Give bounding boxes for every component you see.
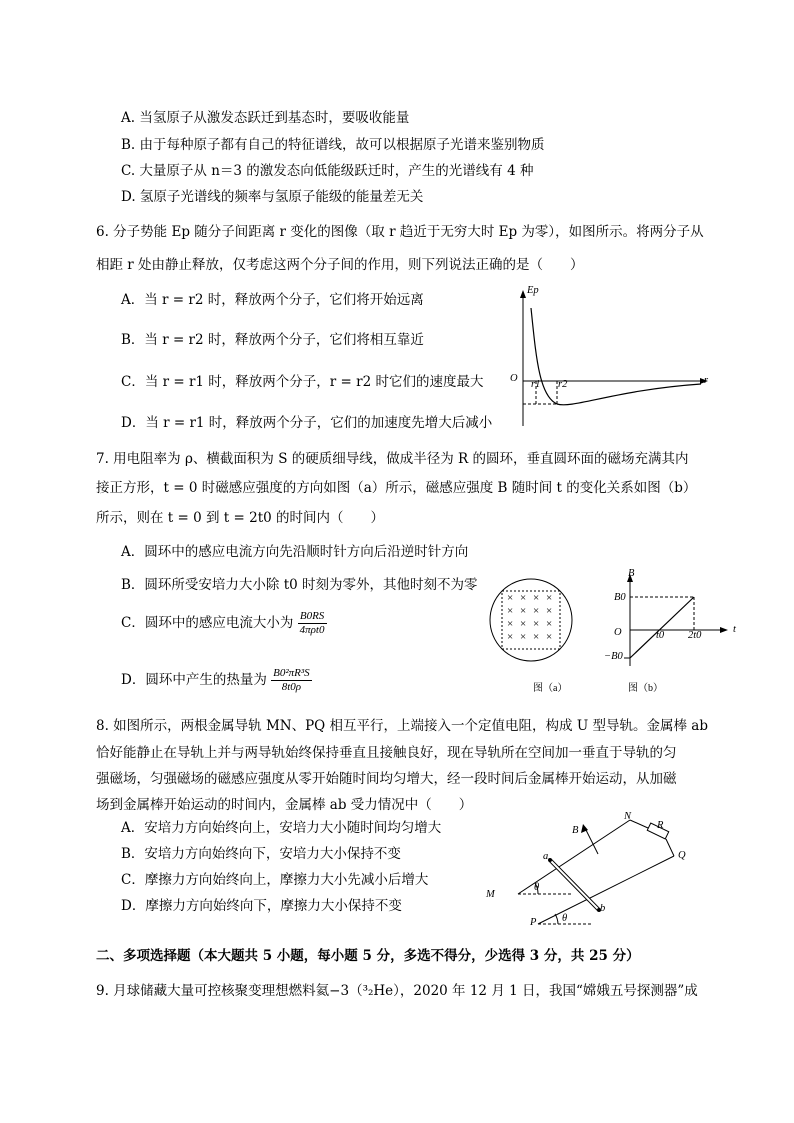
q6-graph-y-label: Ep [527,285,539,296]
q7-fig-b-x-label: t [733,624,736,635]
q8-label-b-end: b [600,903,606,914]
q7-option-a: A．圆环中的感应电流方向先沿顺时针方向后沿逆时针方向 [121,544,469,560]
q6-option-b: B．当 r = r2 时，释放两个分子，它们将相互靠近 [121,332,424,348]
q8-label-theta-p: θ [562,913,568,924]
q6-option-d: D．当 r = r1 时，释放两个分子，它们的加速度先增大后减小 [121,415,493,431]
q6-graph-origin: O [510,373,518,384]
q7-stem-line1: 7. 用电阻率为 ρ、横截面积为 S 的硬质细导线，做成半径为 R 的圆环，垂直圆环面的磁场充满其内 [96,451,689,467]
q7-fig-a-cross: × [507,605,514,617]
q8-label-b-field: B [572,825,579,836]
q8-label-theta-m: θ [534,882,540,893]
q7-fig-a-cross: × [533,631,540,643]
q8-label-a: a [543,851,549,862]
q7-figure-b [606,570,736,670]
q6-stem-line1: 6. 分子势能 Ep 随分子间距离 r 变化的图像（取 r 趋近于无穷大时 Ep 为零），如图所示。将两分子从 [96,224,704,240]
q7-fig-a-cross: × [507,631,514,643]
q7-option-c-denominator: 4πρt0 [299,624,325,636]
q7-fig-a-caption: 图（a） [533,683,568,694]
q7-fig-a-cross: × [533,605,540,617]
q8-stem-line1: 8. 如图所示，两根金属导轨 MN、PQ 相互平行，上端接入一个定值电阻，构成 U 型导轨。金属棒 ab [96,718,708,734]
q7-fig-a-cross: × [533,592,540,604]
q7-option-c [121,610,327,637]
q7-fig-b-line [630,597,694,658]
q7-fig-b-2t0-label: 2t0 [688,630,702,641]
q7-fig-a-cross: × [520,605,527,617]
q7-fig-a-cross: × [546,618,553,630]
q7-fig-b-neg-b0-label: −B0 [604,651,623,662]
q8-stem-line4: 场到金属棒开始运动的时间内，金属棒 ab 受力情况中（ ） [96,797,473,813]
q7-fig-a-cross: × [546,592,553,604]
q8-rod-end-a [548,858,552,862]
q6-graph-r2-label: r2 [558,379,568,390]
q8-rod-ab-inner [550,860,599,910]
q7-stem-line2: 接正方形，t = 0 时磁感应强度的方向如图（a）所示，磁感应强度 B 随时间 t 的变化关系如图（b） [96,480,697,496]
q7-option-c-text: C．圆环中的感应电流大小为 [121,615,294,631]
q7-option-d-denominator: 8t0ρ [281,681,302,693]
q5-option-c: C. 大量原子从 n＝3 的激发态向低能级跃迁时，产生的光谱线有 4 种 [121,163,534,179]
q7-fig-b-t0-label: t0 [656,630,665,641]
q7-fig-a-cross: × [520,618,527,630]
q8-field-arrow [585,828,598,854]
q9-stem-line1: 9. 月球储藏大量可控核聚变理想燃料氦−3（³₂He），2020 年 12 月 1 日，我国“嫦娥五号探测器”成 [96,983,698,999]
q6-option-a: A．当 r = r2 时，释放两个分子，它们将开始远离 [121,292,424,308]
q6-graph-y-arrow [520,290,526,298]
q5-option-b: B. 由于每种原子都有自己的特征谱线，故可以根据原子光谱来鉴别物质 [121,137,545,153]
q7-option-d-fraction [271,667,312,694]
q8-option-a: A．安培力方向始终向上，安培力大小随时间均匀增大 [121,820,442,836]
q6-graph-curve [531,308,701,405]
q8-label-m: M [486,889,495,900]
q8-label-q: Q [678,850,686,861]
q7-option-d-text: D．圆环中产生的热量为 [121,672,267,688]
q8-stem-line3: 强磁场，匀强磁场的磁感应强度从零开始随时间均匀增大，经一段时间后金属棒开始运动，从加磁 [96,771,677,787]
q8-angle-arc-p [555,914,558,924]
q7-figure-a [488,577,574,663]
q8-label-r: R [657,820,664,831]
q7-option-b: B．圆环所受安培力大小除 t0 时刻为零外，其他时刻不为零 [121,577,478,593]
q7-option-c-fraction [298,610,327,637]
q5-option-d: D. 氢原子光谱线的频率与氢原子能级的能量差无关 [121,189,424,205]
q7-option-d [121,667,312,694]
q6-stem-line2: 相距 r 处由静止释放，仅考虑这两个分子间的作用，则下列说法正确的是（ ） [96,257,584,273]
q8-option-b: B．安培力方向始终向下，安培力大小保持不变 [121,846,401,862]
q7-option-d-numerator: B0²πR³S [273,667,310,679]
q7-fig-b-y-label: B [628,568,635,579]
q6-ep-r-graph [505,286,715,431]
q8-option-c: C．摩擦力方向始终向上，摩擦力大小先减小后增大 [121,872,429,888]
q8-top-connector-2 [666,839,674,856]
q7-fig-a-cross: × [533,618,540,630]
q7-fig-a-cross: × [520,631,527,643]
q7-fig-b-origin: O [614,627,622,638]
q7-fig-b-x-arrow [720,627,728,633]
q6-graph-r1-label: r1 [531,379,541,390]
q7-option-c-numerator: B0RS [298,610,327,624]
q8-label-n: N [624,811,632,822]
section-2-heading: 二、多项选择题（本大题共 5 小题，每小题 5 分，多选不得分，少选得 3 分，共 25 分） [96,948,640,964]
q7-fig-a-cross: × [507,592,514,604]
q7-fig-b-caption: 图（b） [628,683,663,694]
q7-fig-a-cross: × [546,605,553,617]
q8-stem-line2: 恰好能静止在导轨上并与两导轨始终保持垂直且接触良好，现在导轨所在空间加一垂直于导轨的匀 [96,745,677,761]
q6-graph-x-label: r [704,375,709,386]
q8-top-connector-1 [630,820,648,828]
q8-label-p: P [530,917,537,928]
q7-fig-a-cross: × [520,592,527,604]
q7-stem-line3: 所示，则在 t = 0 到 t = 2t0 的时间内（ ） [96,510,384,526]
q6-option-c: C．当 r = r1 时，释放两个分子，r = r2 时它们的速度最大 [121,374,484,390]
q7-fig-a-cross: × [507,618,514,630]
q7-fig-a-cross: × [546,631,553,643]
q8-option-d: D．摩擦力方向始终向下，摩擦力大小保持不变 [121,898,402,914]
q5-option-a: A. 当氢原子从激发态跃迁到基态时，要吸收能量 [121,110,410,126]
q7-fig-b-b0-label: B0 [614,592,626,603]
